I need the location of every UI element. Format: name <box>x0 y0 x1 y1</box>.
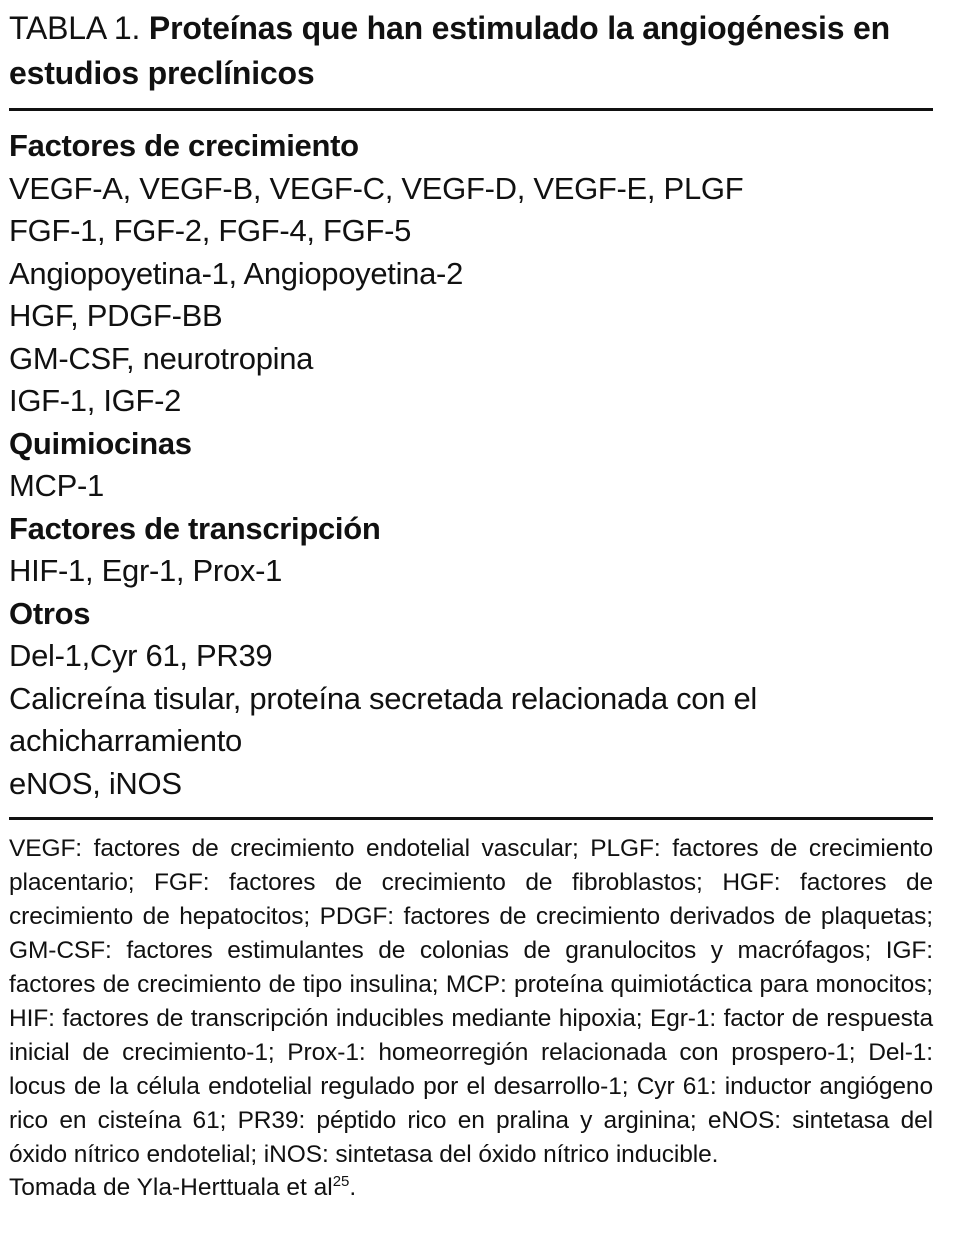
table-row: Angiopoyetina-1, Angiopoyetina-2 <box>9 255 464 291</box>
section-heading-transcription-factors: Factores de transcripción <box>9 510 381 546</box>
bottom-rule <box>9 817 933 820</box>
table-row: Calicreína tisular, proteína secretada relacionada con el achicharramiento <box>9 680 758 758</box>
table-row: HGF, PDGF-BB <box>9 298 223 333</box>
table-row: MCP-1 <box>9 468 104 503</box>
table-footnote: VEGF: factores de crecimiento endotelial vascular; PLGF: factores de crecimiento placentario; FGF: factores de crecimiento de fibroblastos; HGF: factores de crecimiento de hepatocitos; PDGF: factores de crecimiento derivados de plaquetas; GM-CSF: factores estimulantes de colonias de granulocitos y macrófagos; IGF: factores de crecimiento de tipo insulina; MCP: proteína quimiotáctica para monocitos; HIF: factores de transcripción inducibles mediante hipoxia; Egr-1: factor de respuesta inicial de crecimiento-1; Prox-1: homeorregión relacionada con prospero-1; Del-1: locus de la célula endotelial regulado por el desarrollo-1; Cyr 61: inductor angiógeno rico en cisteína 61; PR39: péptido rico en pralina y arginina; eNOS: sintetasa del óxido nítrico endotelial; iNOS: sintetasa del óxido nítrico inducible. <box>9 835 933 1168</box>
table-container <box>9 6 933 1204</box>
top-rule <box>9 108 933 111</box>
source-end: . <box>349 1174 357 1201</box>
source-text: Tomada de Yla-Herttuala et al <box>9 1174 333 1201</box>
source-reference: 25 <box>332 1172 350 1190</box>
table-title-text: Proteínas que han estimulado la angiogénesis en estudios preclínicos <box>9 10 890 91</box>
table-row: GM-CSF, neurotropina <box>9 340 314 376</box>
section-heading-others: Otros <box>9 595 91 631</box>
table-row: IGF-1, IGF-2 <box>9 383 182 418</box>
table-label: TABLA 1. <box>9 10 141 46</box>
table-body <box>9 125 933 805</box>
table-title <box>9 6 933 96</box>
section-heading-growth-factors: Factores de crecimiento <box>9 128 359 163</box>
table-row: FGF-1, FGF-2, FGF-4, FGF-5 <box>9 213 412 248</box>
table-row: HIF-1, Egr-1, Prox-1 <box>9 553 283 588</box>
table-row: Del-1,Cyr 61, PR39 <box>9 638 273 673</box>
table-row: VEGF-A, VEGF-B, VEGF-C, VEGF-D, VEGF-E, PLGF <box>9 170 744 206</box>
section-heading-chemokines: Quimiocinas <box>9 425 192 461</box>
table-source <box>9 1172 933 1204</box>
table-row: eNOS, iNOS <box>9 765 182 801</box>
